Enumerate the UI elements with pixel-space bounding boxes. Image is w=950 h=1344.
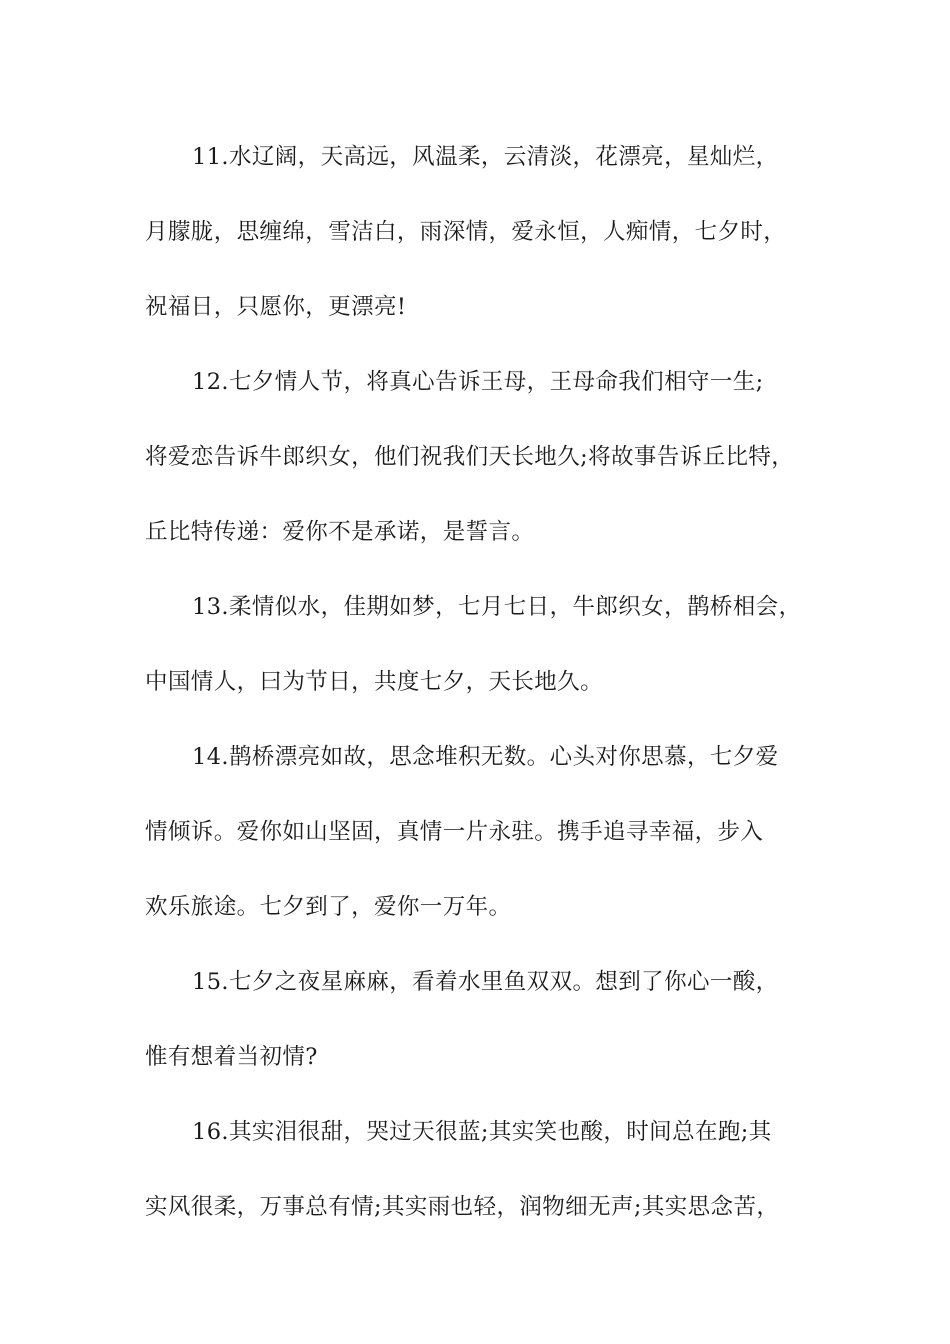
- text-line: 15.七夕之夜星麻麻，看着水里鱼双双。想到了你心一酸，: [192, 969, 779, 995]
- paragraph-14: [145, 720, 825, 945]
- text-line: 惟有想着当初情?: [145, 1044, 318, 1070]
- text-line: 13.柔情似水，佳期如梦，七月七日，牛郎织女，鹊桥相会，: [192, 594, 802, 620]
- paragraph-11: [145, 120, 825, 345]
- text-line: 实风很柔，万事总有情;其实雨也轻，润物细无声;其实思念苦，: [145, 1194, 780, 1220]
- paragraph-13: [145, 570, 825, 720]
- text-line: 16.其实泪很甜，哭过天很蓝;其实笑也酸，时间总在跑;其: [192, 1119, 772, 1145]
- text-line: 将爱恋告诉牛郎织女，他们祝我们天长地久;将故事告诉丘比特，: [145, 444, 795, 470]
- text-line: 12.七夕情人节，将真心告诉王母，王母命我们相守一生;: [192, 369, 764, 395]
- document-body: [145, 120, 825, 1245]
- text-line: 欢乐旅途。七夕到了，爱你一万年。: [145, 894, 512, 920]
- paragraph-15: [145, 945, 825, 1095]
- text-line: 11.水辽阔，天高远，风温柔，云清淡，花漂亮，星灿烂，: [192, 144, 779, 170]
- text-line: 丘比特传递：爱你不是承诺，是誓言。: [145, 519, 535, 545]
- text-line: 中国情人，曰为节日，共度七夕，天长地久。: [145, 669, 604, 695]
- text-line: 月朦胧，思缠绵，雪洁白，雨深情，爱永恒，人痴情，七夕时，: [145, 219, 787, 245]
- paragraph-16: [145, 1095, 825, 1245]
- text-line: 祝福日，只愿你，更漂亮!: [145, 294, 407, 320]
- text-line: 情倾诉。爱你如山坚固，真情一片永驻。携手追寻幸福，步入: [145, 819, 764, 845]
- text-line: 14.鹊桥漂亮如故，思念堆积无数。心头对你思慕，七夕爱: [192, 744, 779, 770]
- paragraph-12: [145, 345, 825, 570]
